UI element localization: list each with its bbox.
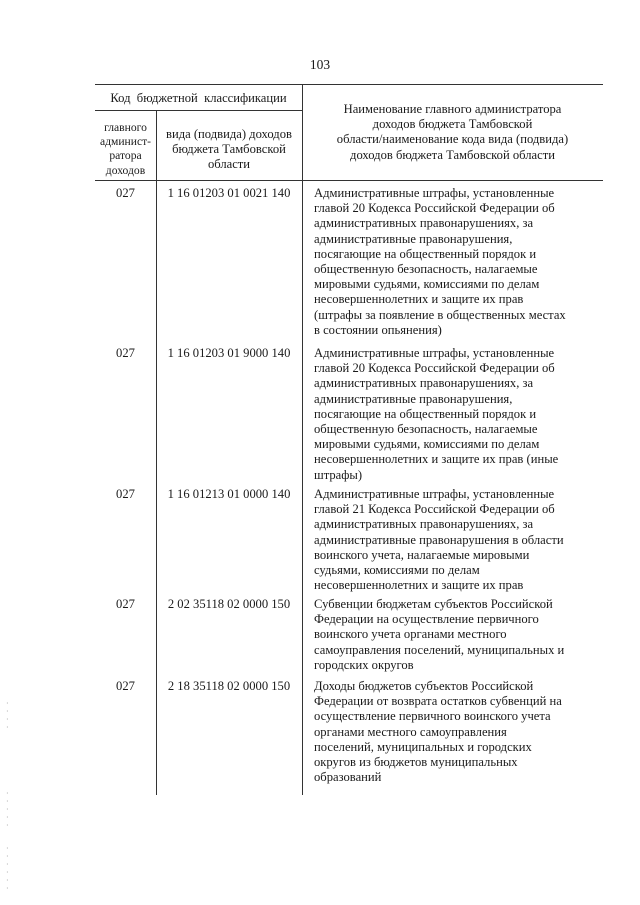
- description-line: штрафы): [314, 467, 363, 482]
- description-line: главой 20 Кодекса Российской Федерации об: [314, 361, 555, 376]
- description-line: административные правонарушения,: [314, 391, 513, 406]
- income-code-cell: 1 16 01203 01 0021 140: [167, 186, 291, 200]
- header-line: ратора: [109, 149, 142, 163]
- header-line: главного: [104, 121, 147, 134]
- income-code-cell: 2 02 35118 02 0000 150: [167, 597, 291, 611]
- header-bottom-border: [95, 180, 603, 181]
- admin-code-column-header: [95, 121, 156, 178]
- description-cell: [314, 679, 602, 785]
- description-line: осуществление первичного воинского учета: [314, 709, 551, 724]
- header-line: доходов бюджета Тамбовской области: [350, 147, 555, 162]
- description-line: мировыми судьями, комиссиями по делам: [314, 277, 540, 292]
- page-number: 103: [309, 57, 331, 72]
- description-line: самоуправления поселений, муниципальных и: [314, 642, 565, 657]
- header-line: бюджета Тамбовской: [172, 142, 286, 157]
- header-line: области/наименование кода вида (подвида): [336, 132, 569, 147]
- description-line: воинского учета, налагаемые мировыми: [314, 547, 530, 562]
- header-line: доходов бюджета Тамбовской: [372, 117, 533, 132]
- income-code-cell: 1 16 01213 01 0000 140: [167, 487, 291, 501]
- column-divider-2: [302, 84, 303, 795]
- admin-code-cell: 027: [116, 597, 135, 611]
- description-cell: [314, 597, 602, 673]
- description-line: административных правонарушениях, за: [314, 216, 534, 231]
- description-line: Федерации от возврата остатков субвенций на: [314, 694, 562, 709]
- description-line: административные правонарушения в области: [314, 532, 564, 547]
- description-cell: [314, 346, 602, 483]
- description-line: главой 21 Кодекса Российской Федерации об: [314, 502, 555, 517]
- description-line: административных правонарушениях, за: [314, 376, 534, 391]
- income-code-column-header: [156, 127, 302, 173]
- description-line: Федерации на осуществление первичного: [314, 612, 539, 627]
- scan-margin-mark: · · · · · ·: [6, 844, 9, 893]
- description-line: административных правонарушениях, за: [314, 517, 534, 532]
- description-line: посягающие на общественный порядок и: [314, 406, 537, 421]
- admin-code-cell: 027: [116, 679, 135, 693]
- description-line: городских округов: [314, 657, 414, 672]
- description-line: несовершеннолетних и защите их прав (иные: [314, 452, 559, 467]
- description-line: органами местного самоуправления: [314, 724, 507, 739]
- scan-margin-mark: · · · ·: [6, 699, 9, 732]
- table-top-border: [95, 84, 603, 85]
- description-line: Административные штрафы, установленные: [314, 346, 555, 360]
- group-header-divider: [95, 110, 302, 111]
- admin-code-cell: 027: [116, 487, 135, 501]
- header-line: вида (подвида) доходов: [166, 127, 292, 141]
- description-cell: [314, 487, 602, 593]
- admin-code-cell: 027: [116, 186, 135, 200]
- description-line: Доходы бюджетов субъектов Российской: [314, 679, 534, 693]
- description-line: главой 20 Кодекса Российской Федерации об: [314, 201, 555, 216]
- description-line: административные правонарушения,: [314, 231, 513, 246]
- description-line: Субвенции бюджетам субъектов Российской: [314, 597, 553, 611]
- description-line: округов из бюджетов муниципальных: [314, 755, 518, 770]
- income-code-cell: 1 16 01203 01 9000 140: [167, 346, 291, 360]
- description-line: воинского учета органами местного: [314, 627, 507, 642]
- description-line: Административные штрафы, установленные: [314, 186, 555, 200]
- description-line: мировыми судьями, комиссиями по делам: [314, 437, 540, 452]
- description-line: образований: [314, 770, 382, 785]
- header-line: админист-: [99, 135, 152, 149]
- header-line: области: [207, 157, 251, 172]
- scan-margin-mark: · · · · ·: [6, 789, 9, 830]
- description-line: в состоянии опьянения): [314, 322, 442, 337]
- description-line: общественную безопасность, налагаемые: [314, 422, 538, 437]
- description-line: поселений, муниципальных и городских: [314, 739, 532, 754]
- description-line: общественную безопасность, налагаемые: [314, 262, 538, 277]
- description-line: несовершеннолетних и защите их прав: [314, 578, 524, 593]
- header-line: Наименование главного администратора: [343, 102, 562, 116]
- description-cell: [314, 186, 602, 338]
- description-line: Административные штрафы, установленные: [314, 487, 555, 501]
- header-line: доходов: [105, 163, 146, 177]
- description-line: судьями, комиссиями по делам: [314, 563, 480, 578]
- description-line: (штрафы за появление в общественных местах: [314, 307, 566, 322]
- income-code-cell: 2 18 35118 02 0000 150: [167, 679, 291, 693]
- description-line: посягающие на общественный порядок и: [314, 246, 537, 261]
- name-column-header: [302, 102, 603, 163]
- description-line: несовершеннолетних и защите их прав: [314, 292, 524, 307]
- classification-code-header: Код бюджетной классификации: [110, 91, 287, 105]
- admin-code-cell: 027: [116, 346, 135, 360]
